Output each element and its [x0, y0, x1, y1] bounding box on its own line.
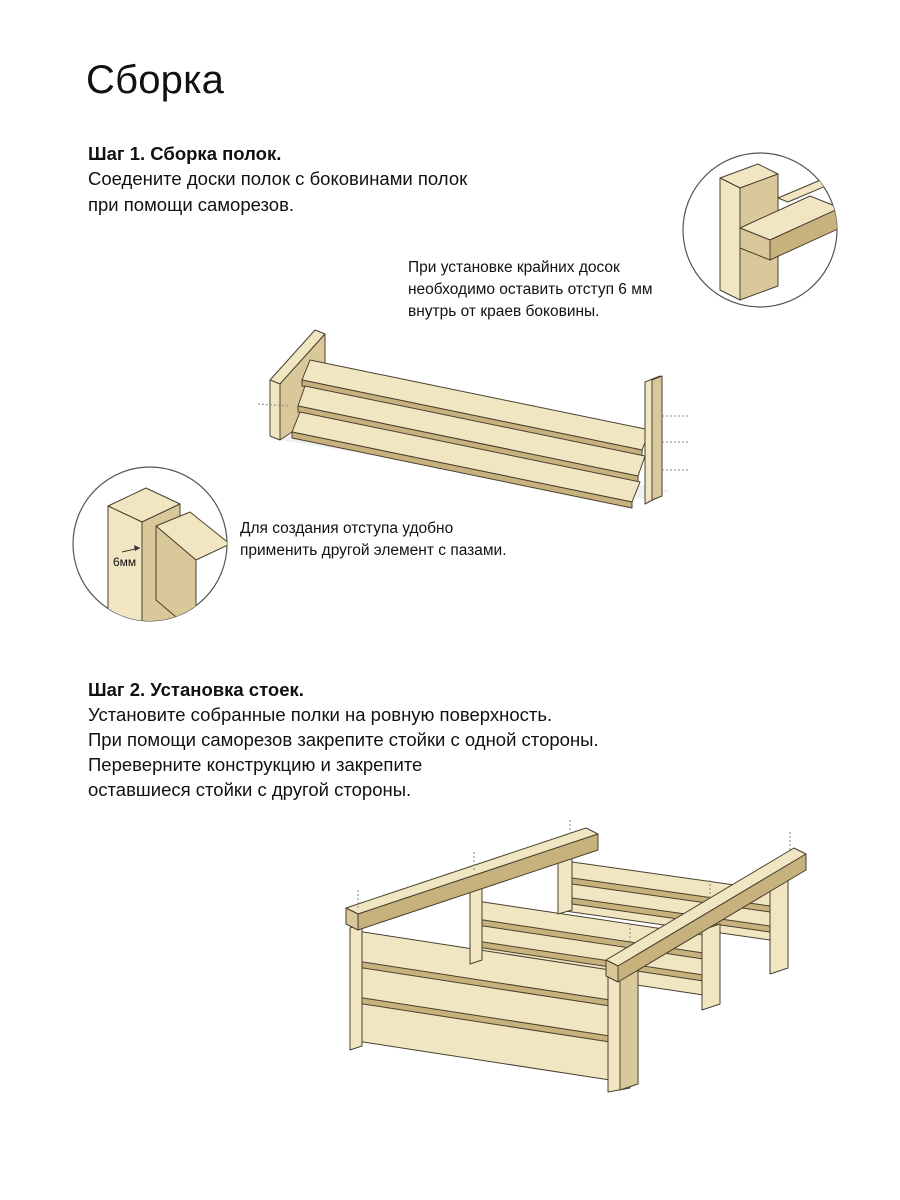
- note-offset-line-3: внутрь от краев боковины.: [408, 303, 600, 320]
- step2-line-2: При помощи саморезов закрепите стойки с одной стороны.: [88, 729, 599, 750]
- step2-heading: Шаг 2. Установка стоек.: [88, 679, 304, 700]
- detail-corner-illustration: [680, 150, 840, 310]
- detail-offset-illustration: [70, 464, 230, 624]
- step2-line-4: оставшиеся стойки с другой стороны.: [88, 779, 412, 800]
- page-title: Сборка: [86, 58, 225, 102]
- step2-line-1: Установите собранные полки на ровную поверхность.: [88, 704, 553, 725]
- step1-line-1: Соедените доски полок с боковинами полок: [88, 168, 468, 189]
- note-tool-line-2: применить другой элемент с пазами.: [240, 542, 507, 559]
- step1-line-2: при помощи саморезов.: [88, 194, 295, 215]
- step2-line-3: Переверните конструкцию и закрепите: [88, 754, 423, 775]
- note-offset-line-2: необходимо оставить отступ 6 мм: [408, 281, 653, 298]
- detail-offset-label: 6мм: [113, 555, 137, 569]
- rack-assembly-illustration: [330, 820, 830, 1110]
- shelf-assembly-illustration: [250, 320, 690, 520]
- note-offset-line-1: При установке крайних досок: [408, 259, 620, 276]
- step1-heading: Шаг 1. Сборка полок.: [88, 143, 282, 164]
- note-tool-line-1: Для создания отступа удобно: [240, 520, 454, 537]
